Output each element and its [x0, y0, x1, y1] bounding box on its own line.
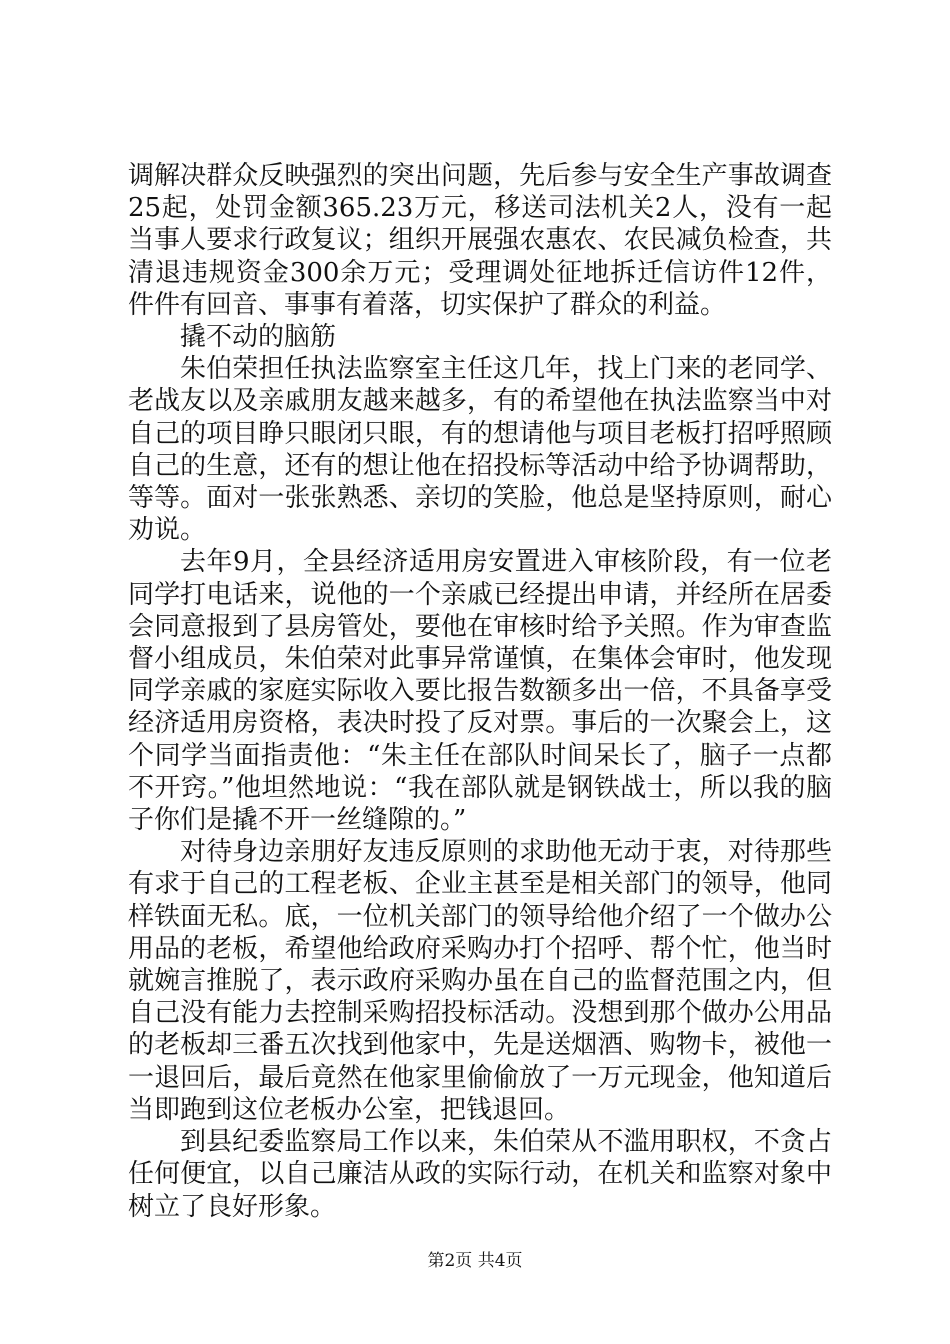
paragraph: 对待身边亲朋好友违反原则的求助他无动于衷，对待那些有求于自己的工程老板、企业主甚至是相关部门的领导，他同样铁面无私。底，一位机关部门的领导给他介绍了一个做办公用品的老板，希望他给政府采购办打个招呼、帮个忙，他当时就婉言推脱了，表示政府采购办虽在自己的监督范围之内，但自己没有能力去控制采购招投标活动。没想到那个做办公用品的老板却三番五次找到他家中，先是送烟酒、购物卡，被他一一退回后，最后竟然在他家里偷偷放了一万元现金，他知道后当即跑到这位老板办公室，把钱退回。 — [128, 837, 832, 1125]
paragraph-continuation: 调解决群众反映强烈的突出问题，先后参与安全生产事故调查25起，处罚金额365.23万元，移送司法机关2人，没有一起当事人要求行政复议；组织开展强农惠农、农民减负检查，共清退违规资金300余万元；受理调处征地拆迁信访件12件，件件有回音、事事有着落，切实保护了群众的利益。 — [128, 161, 832, 320]
paragraph: 朱伯荣担任执法监察室主任这几年，找上门来的老同学、老战友以及亲戚朋友越来越多，有的希望他在执法监察当中对自己的项目睁只眼闭只眼，有的想请他与项目老板打招呼照顾自己的生意，还有的想让他在招投标等活动中给予协调帮助，等等。面对一张张熟悉、亲切的笑脸，他总是坚持原则，耐心劝说。 — [128, 354, 832, 546]
section-heading: 撬不动的脑筋 — [180, 322, 337, 353]
paragraph: 到县纪委监察局工作以来，朱伯荣从不滥用职权，不贪占任何便宜，以自己廉洁从政的实际行动，在机关和监察对象中树立了良好形象。 — [128, 1127, 832, 1222]
document-body — [128, 160, 832, 1223]
paragraph: 去年9月，全县经济适用房安置进入审核阶段，有一位老同学打电话来，说他的一个亲戚已经提出申请，并经所在居委会同意报到了县房管处，要他在审核时给予关照。作为审查监督小组成员，朱伯荣对此事异常谨慎，在集体会审时，他发现同学亲戚的家庭实际收入要比报告数额多出一倍，不具备享受经济适用房资格，表决时投了反对票。事后的一次聚会上，这个同学当面指责他：“朱主任在部队时间呆长了，脑子一点都不开窍。”他坦然地说：“我在部队就是钢铁战士，所以我的脑子你们是撬不开一丝缝隙的。” — [128, 547, 832, 836]
page-number-footer: 第2页 共4页 — [427, 1251, 523, 1271]
